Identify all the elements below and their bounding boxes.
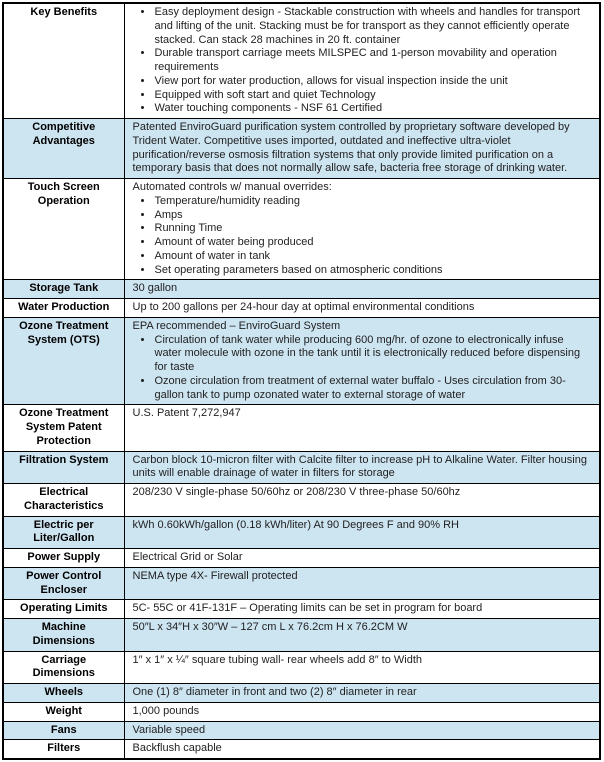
row-value (124, 516, 600, 549)
row-value (124, 484, 600, 517)
bullet-item: • Amount of water in tank (154, 250, 594, 264)
row-label: Machine Dimensions (3, 619, 124, 652)
table-row (3, 405, 600, 451)
row-value (124, 119, 600, 179)
row-label: Operating Limits (3, 600, 124, 619)
table-row (3, 3, 600, 119)
row-text: 30 gallon (132, 282, 178, 295)
row-label: Filtration System (3, 451, 124, 484)
bullet-item: • Water touching components - NSF 61 Certified (154, 102, 594, 116)
table-row (3, 317, 600, 405)
row-label: Competitive Advantages (3, 119, 124, 179)
row-value (124, 405, 600, 451)
row-value (124, 600, 600, 619)
bullet-item: • Running Time (154, 222, 594, 236)
row-label: Power Supply (3, 549, 124, 568)
row-label: Touch Screen Operation (3, 179, 124, 280)
row-value (124, 619, 600, 652)
bullet-list (133, 195, 594, 278)
table-row (3, 619, 600, 652)
bullet-item: • Set operating parameters based on atmospheric conditions (154, 264, 594, 278)
row-text: kWh 0.60kWh/gallon (0.18 kWh/liter) At 90 Degrees F and 90% RH (132, 518, 459, 531)
row-text: 50″L x 34″H x 30″W – 127 cm L x 76.2cm H x 76.2CM W (132, 621, 408, 633)
table-row (3, 179, 600, 280)
bullet-item: • Durable transport carriage meets MILSPEC and 1-person movability and operation requirements (154, 47, 594, 75)
row-text: 5C- 55C or 41F-131F – Operating limits can be set in program for board (132, 602, 483, 615)
row-text: Backflush capable (132, 742, 222, 755)
row-text: 208/230 V single-phase 50/60hz or 208/230 V three-phase 50/60hz (132, 486, 461, 498)
bullet-item: • Amps (154, 209, 594, 223)
bullet-item: • View port for water production, allows for visual inspection inside the unit (154, 75, 594, 89)
table-row (3, 119, 600, 179)
row-text: Patented EnviroGuard purification system controlled by proprietary software developed by Trident Water. Competitive uses imported, outdated and ineffective ultra-violet purification/reverse osmosis filtration systems that only provide limited purification on a temporary basis that does not normally allow safe, bacteria free storage of drinking water. (132, 121, 570, 175)
row-text: EPA recommended – EnviroGuard System (132, 319, 341, 332)
table-row (3, 721, 600, 740)
row-text: Up to 200 gallons per 24-hour day at optimal environmental conditions (132, 301, 475, 313)
table-row (3, 516, 600, 549)
row-value (124, 702, 600, 721)
row-label: Fans (3, 721, 124, 740)
table-row (3, 567, 600, 600)
row-value (124, 549, 600, 568)
row-label: Storage Tank (3, 280, 124, 299)
row-value (124, 299, 600, 318)
row-value (124, 684, 600, 703)
row-label: Weight (3, 702, 124, 721)
spec-table (2, 2, 601, 760)
row-value (124, 721, 600, 740)
row-label: Power Control Encloser (3, 567, 124, 600)
row-text: Carbon block 10-micron filter with Calcite filter to increase pH to Alkaline Water. Filter housing units will enable drainage of water in filters for storage (132, 453, 587, 480)
table-row (3, 299, 600, 318)
row-label: Wheels (3, 684, 124, 703)
row-value (124, 740, 600, 759)
row-label: Ozone Treatment System Patent Protection (3, 405, 124, 451)
row-text: 1,000 pounds (132, 704, 200, 717)
row-value (124, 3, 600, 119)
table-row (3, 549, 600, 568)
row-text: Automated controls w/ manual overrides: (132, 181, 332, 193)
row-value (124, 567, 600, 600)
table-row (3, 484, 600, 517)
row-text: 1″ x 1″ x ¼″ square tubing wall- rear wheels add 8″ to Width (132, 653, 422, 666)
bullet-item: • Equipped with soft start and quiet Technology (154, 89, 594, 103)
row-text: NEMA type 4X- Firewall protected (132, 569, 298, 582)
row-value (124, 451, 600, 484)
table-row (3, 740, 600, 759)
row-value (124, 651, 600, 684)
row-text: One (1) 8″ diameter in front and two (2) 8″ diameter in rear (132, 686, 417, 698)
row-text: U.S. Patent 7,272,947 (132, 407, 241, 420)
bullet-list (133, 334, 594, 403)
bullet-item: • Circulation of tank water while producing 600 mg/hr. of ozone to electronically infuse water molecule with ozone in the tank until it is electronically reduced before dispensing for taste (154, 334, 594, 375)
row-label: Carriage Dimensions (3, 651, 124, 684)
bullet-item: • Ozone circulation from treatment of external water buffalo - Uses circulation from 30-gallon tank to pump ozonated water to external storage of water (154, 375, 594, 403)
table-row (3, 684, 600, 703)
bullet-item: • Amount of water being produced (154, 236, 594, 250)
row-label: Electric per Liter/Gallon (3, 516, 124, 549)
row-label: Key Benefits (3, 3, 124, 119)
row-text: Electrical Grid or Solar (132, 551, 243, 563)
bullet-item: • Easy deployment design - Stackable construction with wheels and handles for transport and lifting of the unit. Stacking must be for transport as they cannot efficiently operate stacked. Can stack 28 machines in 20 ft. container (154, 6, 594, 47)
table-row (3, 702, 600, 721)
row-label: Electrical Characteristics (3, 484, 124, 517)
row-label: Water Production (3, 299, 124, 318)
row-text: Variable speed (132, 723, 206, 736)
row-value (124, 280, 600, 299)
table-row (3, 600, 600, 619)
table-row (3, 651, 600, 684)
row-value (124, 317, 600, 405)
table-row (3, 280, 600, 299)
spec-table-body (3, 3, 600, 759)
row-value (124, 179, 600, 280)
table-row (3, 451, 600, 484)
row-label: Ozone Treatment System (OTS) (3, 317, 124, 405)
bullet-list (133, 6, 594, 116)
row-label: Filters (3, 740, 124, 759)
bullet-item: • Temperature/humidity reading (154, 195, 594, 209)
